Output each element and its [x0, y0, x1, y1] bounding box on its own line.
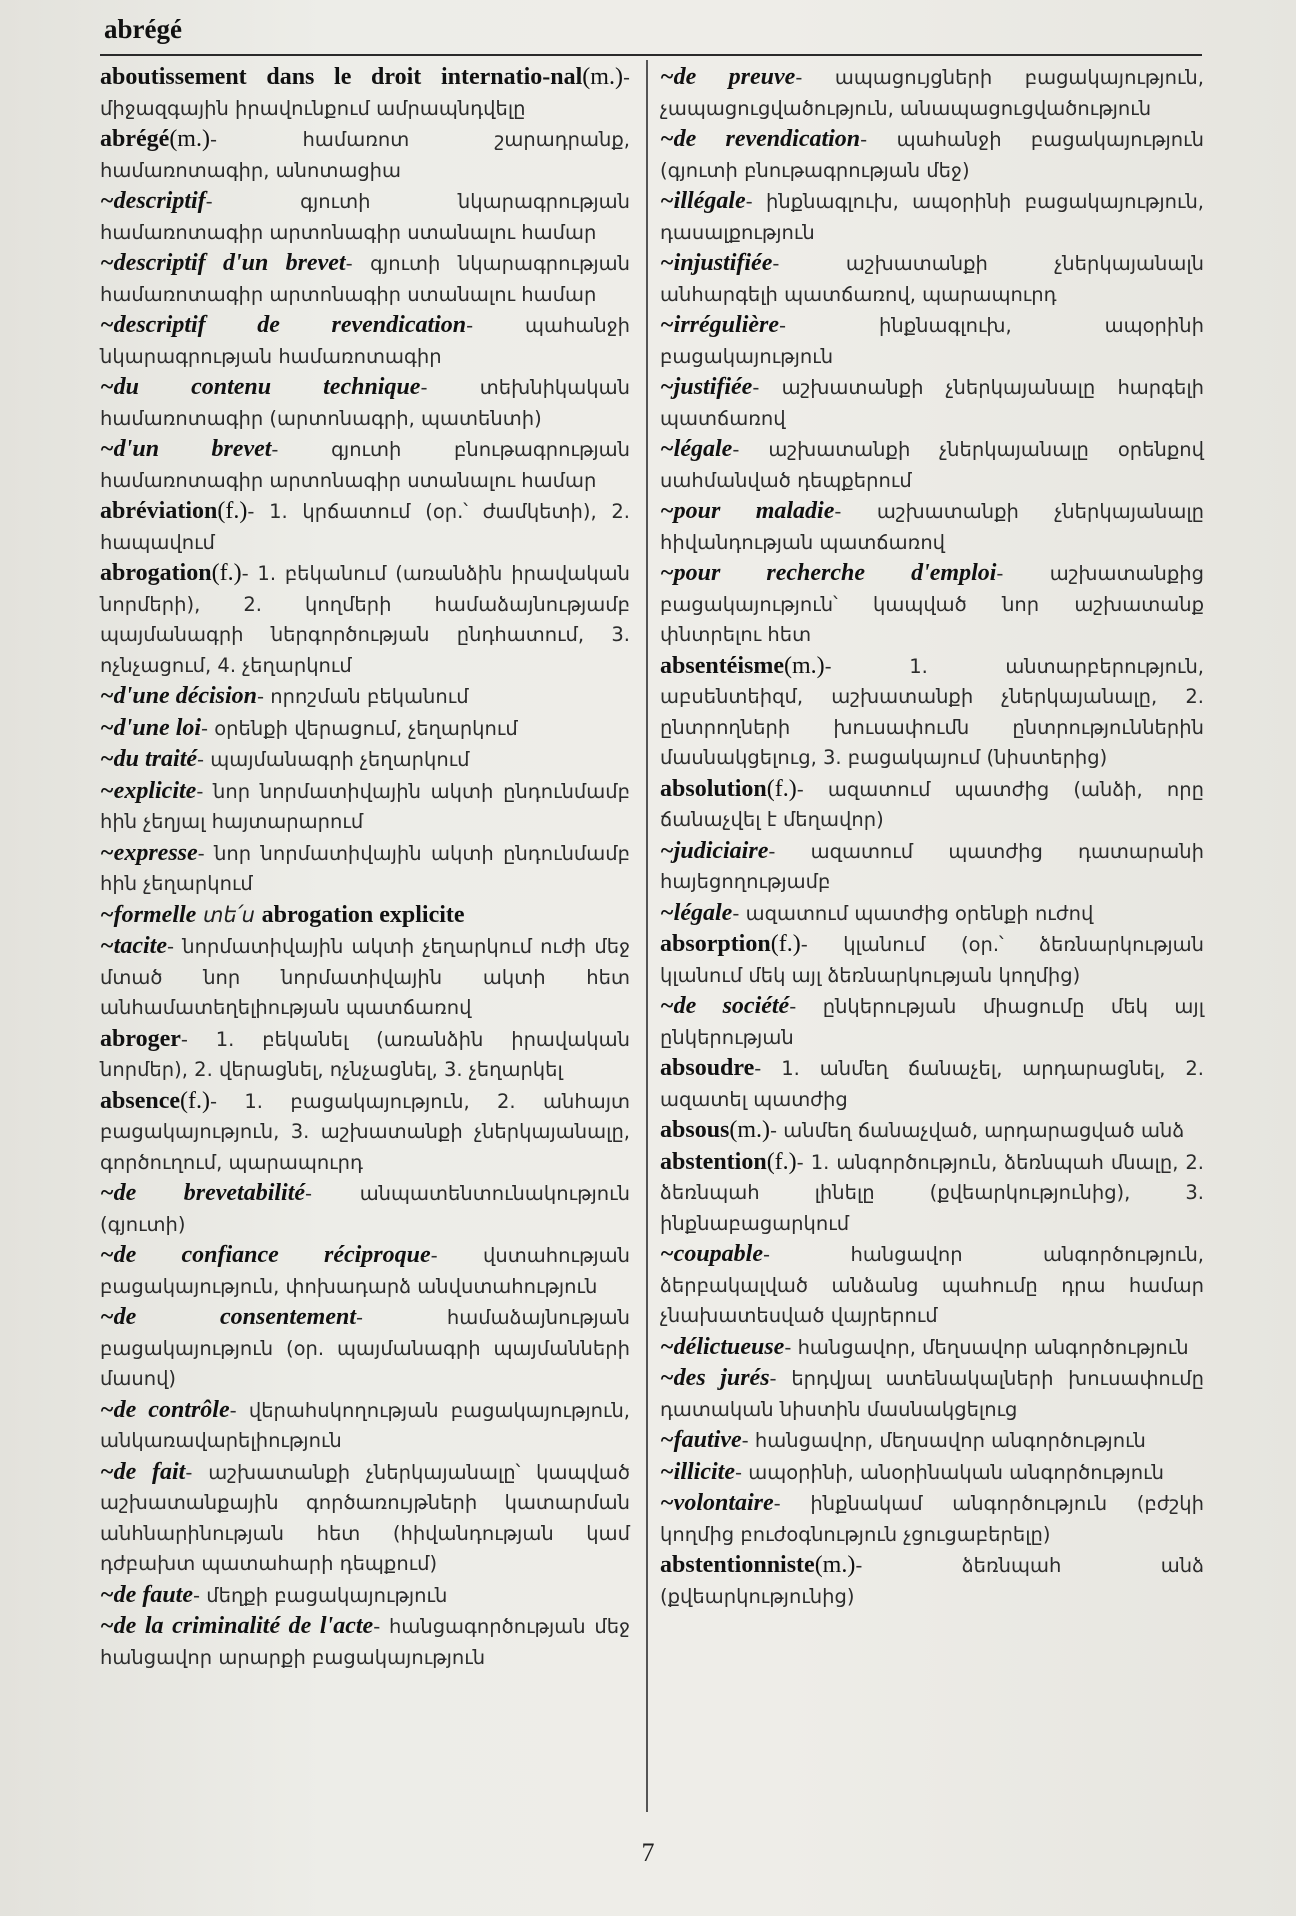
sub-entry: ~explicite- նոր նորմատիվային ակտի ընդունմամբ հին չեղյալ հայտարարում	[100, 777, 630, 833]
subentry-term: ~de contrôle	[100, 1396, 230, 1423]
subentry-term: ~judiciaire	[660, 837, 769, 864]
cross-reference-label: տե՛ս	[196, 902, 262, 927]
definition: միջազգային իրավունքում ամրապնդվելը	[100, 96, 526, 120]
sub-entry: ~du contenu technique- տեխնիկական համառոտագիր (արտոնագրի, պատենտի)	[100, 374, 630, 430]
subentry-term: ~des jurés	[660, 1365, 770, 1391]
subentry-term: ~légale	[660, 899, 733, 926]
headword: abrégé	[100, 126, 170, 152]
headword: absolution	[660, 775, 767, 802]
sub-entry: ~de revendication- պահանջի բացակայություն (գյուտի բնութագրության մեջ)	[660, 126, 1204, 182]
headword: abstentionniste	[660, 1552, 815, 1578]
subentry-term: ~de consentement	[100, 1304, 356, 1330]
dictionary-entry: abstentionniste(m.)- ձեռնպահ անձ (քվեարկությունից)	[660, 1552, 1204, 1608]
sub-entry: ~pour recherche d'emploi- աշխատանքից բացակայություն՝ կապված նոր աշխատանք փնտրելու հետ	[660, 560, 1204, 646]
subentry-term: ~délictueuse	[660, 1333, 785, 1360]
subentry-term: ~justifiée	[660, 374, 753, 400]
definition: համաձայնության բացակայություն (օր. պայմանագրի պայմանների մասով)	[100, 1306, 630, 1390]
sub-entry: ~descriptif d'un brevet- գյուտի նկարագրության համառոտագիր արտոնագիր ստանալու համար	[100, 250, 631, 306]
definition: որոշման բեկանում	[264, 685, 469, 708]
definition: ազատում պատժից դատարանի հայեցողությամբ	[660, 839, 1204, 893]
sub-entry: ~légale- աշխատանքի չներկայանալը օրենքով սահմանված դեպքերում	[660, 436, 1204, 492]
sub-entry: ~d'une loi- օրենքի վերացում, չեղարկում	[100, 714, 518, 741]
headword: abroger	[100, 1025, 181, 1052]
definition: պահանջի բացակայություն (գյուտի բնութագրության մեջ)	[660, 128, 1204, 182]
subentry-term: ~pour maladie	[660, 498, 835, 524]
definition: ձեռնպահ անձ (քվեարկությունից)	[660, 1554, 1204, 1608]
sub-entry: ~légale- ազատում պատժից օրենքի ուժով	[660, 899, 1094, 926]
subentry-term: ~de brevetabilité	[100, 1180, 306, 1206]
headword: absentéisme	[660, 652, 784, 679]
dictionary-entry: absorption(f.)- կլանում (օր.՝ ձեռնարկության կլանում մեկ այլ ձեռնարկության կողմից)	[660, 931, 1204, 987]
sub-entry: ~pour maladie- աշխատանքի չներկայանալը հիվանդության պատճառով	[660, 498, 1204, 554]
sub-entry: ~volontaire- ինքնակամ անգործություն (բժշկի կողմից բուժօգնություն չցուցաբերելը)	[660, 1490, 1204, 1546]
subentry-term: ~descriptif d'un brevet	[100, 250, 346, 276]
definition: 1. կրճատում (օր.՝ ժամկետի), 2. հապավում	[100, 500, 630, 554]
subentry-term: ~expresse	[100, 839, 198, 866]
definition: հանցավոր անգործություն, ձերբակալված անձանց պահումը դրա համար չնախատեսված վայրերում	[660, 1243, 1204, 1327]
definition: 1. անտարբերություն, աբսենտեիզմ, աշխատանքի չներկայանալը, 2. ընտրողների խուսափումն ընտրություններին մասնակցելուց, 3. բացակայում (նիստերից)	[660, 654, 1204, 769]
dictionary-entry: abroger- 1. բեկանել (առանձին իրավական նորմեր), 2. վերացնել, ոչնչացնել, 3. չեղարկել	[100, 1025, 630, 1081]
definition: հանցավոր, մեղսավոր անգործություն	[791, 1335, 1189, 1359]
definition: աշխատանքի չներկայանալը օրենքով սահմանված դեպքերում	[660, 438, 1204, 492]
subentry-term: ~du traité	[100, 746, 198, 772]
definition: ազատում պատժից (անձի, որը ճանաչվել է մեղավոր)	[660, 777, 1204, 831]
definition: տեխնիկական համառոտագիր (արտոնագրի, պատենտի)	[100, 376, 630, 430]
sub-entry: ~judiciaire- ազատում պատժից դատարանի հայեցողությամբ	[660, 837, 1204, 893]
column-divider	[646, 60, 648, 1812]
sub-entry: ~d'une décision- որոշման բեկանում	[100, 683, 469, 709]
definition: նորմատիվային ակտի չեղարկում ուժի մեջ մտած նոր նորմատիվային ակտի հետ անհամատեղելիության պատճառով	[100, 935, 630, 1019]
right-column	[660, 62, 1204, 1612]
headword: absous	[660, 1117, 730, 1143]
definition: աշխատանքի չներկայանալը հիվանդության պատճառով	[660, 500, 1204, 554]
subentry-term: ~de revendication	[660, 126, 861, 152]
sub-entry: ~du traité- պայմանագրի չեղարկում	[100, 746, 470, 772]
subentry-term: ~coupable	[660, 1241, 763, 1267]
definition: պայմանագրի չեղարկում	[204, 748, 470, 771]
definition: նոր նորմատիվային ակտի ընդունմամբ հին չեղարկում	[100, 841, 630, 895]
dictionary-entry: abrégé(m.)- համառոտ շարադրանք, համառոտագիր, անոտացիա	[100, 126, 630, 182]
headword: abrogation	[100, 560, 212, 586]
grammar-label: (m.)	[729, 1117, 771, 1143]
grammar-label: (f.)	[766, 775, 797, 802]
grammar-label: (f.)	[766, 1148, 797, 1175]
definition: 1. անգործություն, ձեռնպահ մնալը, 2. ձեռնպահ լինելը (քվեարկությունից), 3. ինքնաբացարկում	[660, 1150, 1204, 1235]
definition: հանցավոր, մեղսավոր անգործություն	[748, 1429, 1146, 1452]
subentry-term: ~du contenu technique	[100, 374, 421, 400]
definition: նոր նորմատիվային ակտի ընդունմամբ հին չեղյալ հայտարարում	[100, 779, 630, 833]
sub-entry: ~illégale- ինքնագլուխ, ապօրինի բացակայություն, դասալքություն	[660, 188, 1204, 244]
sub-entry: ~de preuve- ապացույցների բացակայություն, չապացուցվածություն, անապացուցվածություն	[660, 64, 1204, 120]
definition: օրենքի վերացում, չեղարկում	[208, 716, 518, 740]
sub-entry: ~de consentement- համաձայնության բացակայություն (օր. պայմանագրի պայմանների մասով)	[100, 1304, 630, 1390]
definition: մեղքի բացակայություն	[200, 1583, 448, 1607]
grammar-label: (f.)	[770, 931, 801, 957]
definition: ինքնագլուխ, ապօրինի բացակայություն, դասալքություն	[660, 190, 1204, 244]
dictionary-entry: absous(m.)- անմեղ ճանաչված, արդարացված անձ	[660, 1117, 1185, 1143]
headword: abréviation	[100, 498, 218, 524]
subentry-term: ~tacite	[100, 933, 167, 959]
running-head: abrégé	[104, 14, 182, 44]
subentry-term: ~de confiance réciproque	[100, 1242, 431, 1268]
sub-entry: ~de brevetabilité- անպատենտունակություն (գյուտի)	[100, 1180, 630, 1236]
sub-entry: ~de confiance réciproque- վստահության բացակայություն, փոխադարձ անվստահություն	[100, 1242, 630, 1298]
sub-entry: ~de société- ընկերության միացումը մեկ այլ ընկերության	[660, 993, 1204, 1049]
sub-entry: ~irrégulière- ինքնագլուխ, ապօրինի բացակայություն	[660, 312, 1204, 368]
sub-entry: ~tacite- նորմատիվային ակտի չեղարկում ուժի մեջ մտած նոր նորմատիվային ակտի հետ անհամատեղելիության պատճառով	[100, 933, 630, 1019]
definition: պահանջի նկարագրության համառոտագիր	[100, 314, 630, 368]
sub-entry: ~descriptif de revendication- պահանջի նկարագրության համառոտագիր	[100, 312, 630, 368]
subentry-term: ~descriptif de revendication	[100, 312, 467, 338]
left-column	[100, 62, 630, 1673]
subentry-term: ~formelle	[100, 901, 197, 928]
grammar-label: (m.)	[783, 652, 825, 679]
sub-entry: ~d'un brevet- գյուտի բնութագրության համառոտագիր արտոնագիր ստանալու համար	[100, 436, 630, 492]
subentry-term: ~de preuve	[660, 64, 796, 90]
definition: անպատենտունակություն (գյուտի)	[100, 1182, 630, 1236]
headword: absence	[100, 1087, 180, 1114]
subentry-term: ~de société	[660, 993, 790, 1019]
subentry-term: ~explicite	[100, 777, 197, 804]
dictionary-entry: absentéisme(m.)- 1. անտարբերություն, աբսենտեիզմ, աշխատանքի չներկայանալը, 2. ընտրողների խուսափումն ընտրություններին մասնակցելուց, 3. բացակայում (նիստերից)	[660, 652, 1204, 769]
definition: անմեղ ճանաչված, արդարացված անձ	[777, 1119, 1185, 1142]
headword: aboutissement dans le droit internatio-nal	[100, 64, 583, 90]
definition: վստահության բացակայություն, փոխադարձ անվստահություն	[100, 1244, 630, 1298]
subentry-term: ~volontaire	[660, 1490, 774, 1516]
dictionary-entry: abrogation(f.)- 1. բեկանում (առանձին իրավական նորմերի), 2. կողմերի համաձայնությամբ պայմանագրի ներգործության ընդհատում, 3. ոչնչացում, 4. չեղարկում	[100, 560, 630, 677]
headword: abstention	[660, 1148, 767, 1175]
dictionary-entry: absoudre- 1. անմեղ ճանաչել, արդարացնել, 2. ազատել պատժից	[660, 1055, 1204, 1111]
definition: վերահսկողության բացակայություն, անկառավարելիություն	[100, 1398, 631, 1452]
subentry-term: ~d'une décision	[100, 683, 258, 709]
sub-entry: ~de la criminalité de l'acte- հանցագործության մեջ հանցավոր արարքի բացակայություն	[100, 1613, 630, 1669]
header-rule	[100, 54, 1202, 56]
definition: ընկերության միացումը մեկ այլ ընկերության	[660, 995, 1204, 1049]
dictionary-entry: absolution(f.)- ազատում պատժից (անձի, որը ճանաչվել է մեղավոր)	[660, 775, 1204, 831]
sub-entry: ~délictueuse- հանցավոր, մեղսավոր անգործություն	[660, 1333, 1189, 1360]
subentry-term: ~pour recherche d'emploi	[660, 560, 997, 586]
headword: absoudre	[660, 1055, 755, 1081]
definition: 1. բեկանել (առանձին իրավական նորմեր), 2. վերացնել, ոչնչացնել, 3. չեղարկել	[100, 1027, 630, 1081]
cross-reference-target: abrogation explicite	[261, 901, 465, 928]
subentry-term: ~de la criminalité de l'acte	[100, 1613, 374, 1639]
subentry-term: ~fautive	[660, 1427, 742, 1453]
dictionary-entry: absence(f.)- 1. բացակայություն, 2. անհայտ բացակայություն, 3. աշխատանքի չներկայանալը, գործուղում, պարապուրդ	[100, 1087, 630, 1174]
subentry-term: ~irrégulière	[660, 312, 780, 338]
subentry-term: ~d'une loi	[100, 714, 202, 741]
dictionary-entry: aboutissement dans le droit internatio-nal(m.)- միջազգային իրավունքում ամրապնդվելը	[100, 64, 630, 120]
sub-entry: ~descriptif- գյուտի նկարագրության համառոտագիր արտոնագիր ստանալու համար	[100, 188, 630, 244]
definition: հանցագործության մեջ հանցավոր արարքի բացակայություն	[100, 1615, 630, 1669]
grammar-label: (f.)	[211, 560, 242, 586]
sub-entry: ~coupable- հանցավոր անգործություն, ձերբակալված անձանց պահումը դրա համար չնախատեսված վայրերում	[660, 1241, 1204, 1327]
grammar-label: (m.)	[169, 126, 210, 152]
grammar-label: (m.)	[582, 64, 623, 90]
sub-entry: ~de faute- մեղքի բացակայություն	[100, 1581, 448, 1608]
definition: գյուտի նկարագրության համառոտագիր արտոնագիր ստանալու համար	[100, 190, 630, 244]
definition: 1. բեկանում (առանձին իրավական նորմերի), 2. կողմերի համաձայնությամբ պայմանագրի ներգործության ընդհատում, 3. ոչնչացում, 4. չեղարկում	[100, 562, 630, 677]
definition: 1. անմեղ ճանաչել, արդարացնել, 2. ազատել պատժից	[660, 1057, 1204, 1111]
definition: ազատում պատժից օրենքի ուժով	[739, 901, 1094, 925]
sub-entry: ~fautive- հանցավոր, մեղսավոր անգործություն	[660, 1427, 1146, 1453]
subentry-term: ~légale	[660, 436, 733, 462]
subentry-term: ~injustifiée	[660, 250, 773, 276]
definition: ապացույցների բացակայություն, չապացուցվածություն, անապացուցվածություն	[660, 66, 1204, 120]
definition: աշխատանքի չներկայանալը հարգելի պատճառով	[660, 376, 1204, 430]
sub-entry: ~illicite- ապօրինի, անօրինական անգործություն	[660, 1458, 1164, 1485]
subentry-term: ~de faute	[100, 1581, 193, 1608]
subentry-term: ~descriptif	[100, 188, 206, 214]
definition: համառոտ շարադրանք, համառոտագիր, անոտացիա	[100, 128, 630, 182]
definition: ինքնակամ անգործություն (բժշկի կողմից բուժօգնություն չցուցաբերելը)	[660, 1492, 1204, 1546]
subentry-term: ~de fait	[100, 1458, 186, 1485]
headword: absorption	[660, 931, 771, 957]
grammar-label: (f.)	[180, 1087, 210, 1114]
definition: աշխատանքից բացակայություն՝ կապված նոր աշխատանք փնտրելու հետ	[660, 562, 1204, 646]
sub-entry: ~de fait- աշխատանքի չներկայանալը՝ կապված աշխատանքային գործառույթների կատարման անհնարինության հետ (հիվանդության կամ դժբախտ պատահարի դեպքում)	[100, 1458, 630, 1575]
subentry-term: ~illicite	[660, 1458, 735, 1485]
definition: կլանում (օր.՝ ձեռնարկության կլանում մեկ այլ ձեռնարկության կողմից)	[660, 933, 1204, 987]
definition: գյուտի նկարագրության համառոտագիր արտոնագիր ստանալու համար	[100, 252, 631, 306]
definition: 1. բացակայություն, 2. անհայտ բացակայություն, 3. աշխատանքի չներկայանալը, գործուղում, պարապուրդ	[100, 1089, 630, 1174]
subentry-term: ~d'un brevet	[100, 436, 272, 462]
page-number: 7	[641, 1838, 655, 1867]
dictionary-entry: abréviation(f.)- 1. կրճատում (օր.՝ ժամկետի), 2. հապավում	[100, 498, 630, 554]
grammar-label: (f.)	[217, 498, 248, 524]
sub-entry: ~injustifiée- աշխատանքի չներկայանալն անհարգելի պատճառով, պարապուրդ	[660, 250, 1204, 306]
sub-entry: ~expresse- նոր նորմատիվային ակտի ընդունմամբ հին չեղարկում	[100, 839, 630, 895]
definition: ինքնագլուխ, ապօրինի բացակայություն	[660, 314, 1204, 368]
definition: ապօրինի, անօրինական անգործություն	[742, 1460, 1164, 1484]
sub-entry	[100, 900, 630, 932]
sub-entry: ~de contrôle- վերահսկողության բացակայություն, անկառավարելիություն	[100, 1396, 631, 1452]
definition: գյուտի բնութագրության համառոտագիր արտոնագիր ստանալու համար	[100, 438, 630, 492]
sub-entry: ~des jurés- երդվյալ ատենակալների խուսափումը դատական նիստին մասնակցելուց	[660, 1365, 1204, 1421]
sub-entry: ~justifiée- աշխատանքի չներկայանալը հարգելի պատճառով	[660, 374, 1204, 430]
definition: երդվյալ ատենակալների խուսափումը դատական նիստին մասնակցելուց	[660, 1367, 1204, 1421]
definition: աշխատանքի չներկայանալը՝ կապված աշխատանքային գործառույթների կատարման անհնարինության հետ (հիվանդության կամ դժբախտ պատահարի դեպքում)	[100, 1460, 630, 1575]
dictionary-entry: abstention(f.)- 1. անգործություն, ձեռնպահ մնալը, 2. ձեռնպահ լինելը (քվեարկությունից), 3. ինքնաբացարկում	[660, 1148, 1204, 1235]
grammar-label: (m.)	[814, 1552, 856, 1578]
subentry-term: ~illégale	[660, 188, 746, 214]
definition: աշխատանքի չներկայանալն անհարգելի պատճառով, պարապուրդ	[660, 252, 1204, 306]
